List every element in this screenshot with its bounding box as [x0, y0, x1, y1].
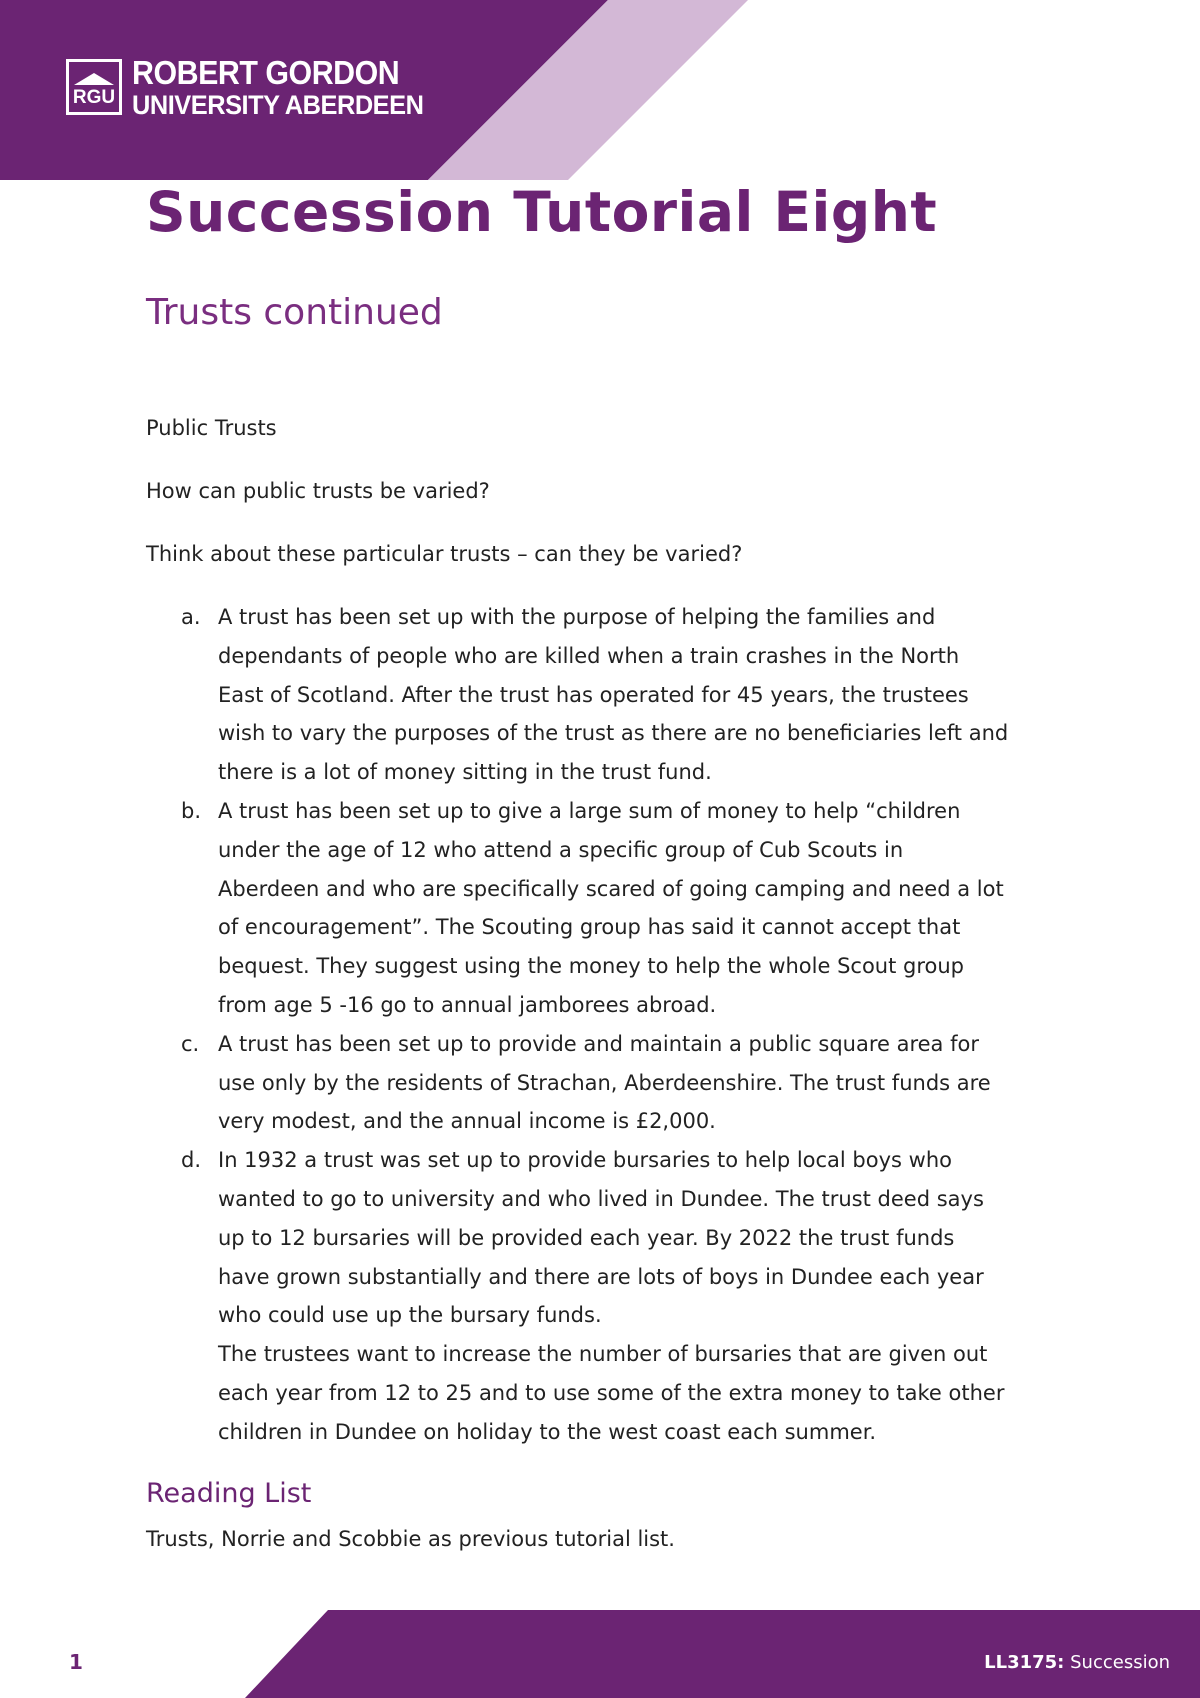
list-item-line: up to 12 bursaries will be provided each year. By 2022 the trust funds: [218, 1225, 955, 1250]
logo-line-2: UNIVERSITY ABERDEEN: [132, 89, 424, 120]
logo-line-1: ROBERT GORDON: [132, 53, 400, 91]
footer-course-label: [984, 1652, 1170, 1673]
list-item: [146, 598, 1076, 792]
course-name: Succession: [1064, 1652, 1170, 1673]
header-banner: [0, 0, 1200, 180]
logo-wordmark: [132, 53, 442, 120]
list-item-line: very modest, and the annual income is £2,000.: [218, 1109, 716, 1134]
trust-scenarios-list: [146, 598, 1076, 1452]
list-item-marker: a.: [181, 605, 201, 629]
document-title: Succession Tutorial Eight: [146, 180, 938, 244]
list-item-marker: c.: [181, 1031, 200, 1056]
university-logo: [66, 53, 442, 120]
list-item-line: of encouragement”. The Scouting group has said it cannot accept that: [218, 915, 961, 940]
list-item-line: bequest. They suggest using the money to help the whole Scout group: [218, 954, 965, 979]
list-item-line: East of Scotland. After the trust has operated for 45 years, the trustees: [218, 682, 969, 707]
instruction-text: Think about these particular trusts – can they be varied?: [146, 542, 743, 566]
section-label: Public Trusts: [146, 416, 277, 440]
reading-list-heading: Reading List: [146, 1478, 312, 1509]
list-item-line: from age 5 -16 go to annual jamborees abroad.: [218, 992, 717, 1017]
list-item-line: wanted to go to university and who lived in Dundee. The trust deed says: [218, 1186, 984, 1211]
list-item-line: there is a lot of money sitting in the trust fund.: [218, 760, 712, 785]
logo-abbreviation: RGU: [72, 87, 116, 108]
list-item-line: The trustees want to increase the number of bursaries that are given out: [218, 1342, 988, 1367]
list-item-line: A trust has been set up to provide and maintain a public square area for: [218, 1031, 979, 1056]
list-item-line: have grown substantially and there are lots of boys in Dundee each year: [218, 1264, 984, 1289]
page-number: 1: [69, 1650, 83, 1674]
list-item-line: A trust has been set up with the purpose of helping the families and: [218, 605, 936, 629]
document-subtitle: Trusts continued: [146, 292, 443, 333]
list-item: [146, 1025, 1076, 1141]
list-item-line: each year from 12 to 25 and to use some of the extra money to take other: [218, 1380, 1005, 1405]
list-item-marker: b.: [181, 798, 202, 823]
course-code: LL3175:: [984, 1652, 1065, 1673]
list-item-line: children in Dundee on holiday to the west coast each summer.: [218, 1419, 877, 1444]
list-item: [146, 1141, 1076, 1451]
list-item-line: under the age of 12 who attend a specific group of Cub Scouts in: [218, 837, 904, 862]
reading-list-text: Trusts, Norrie and Scobbie as previous tutorial list.: [146, 1527, 675, 1551]
rgu-crest-icon: [66, 59, 122, 115]
list-item-line: who could use up the bursary funds.: [218, 1303, 602, 1328]
list-item-line: dependants of people who are killed when a train crashes in the North: [218, 643, 960, 668]
list-item-line: A trust has been set up to give a large sum of money to help “children: [218, 798, 961, 823]
list-item-line: Aberdeen and who are specifically scared of going camping and need a lot: [218, 876, 1004, 901]
question-text: How can public trusts be varied?: [146, 479, 490, 503]
list-item: [146, 792, 1076, 1025]
list-item-marker: d.: [181, 1148, 202, 1173]
list-item-line: In 1932 a trust was set up to provide bursaries to help local boys who: [218, 1148, 952, 1173]
list-item-line: use only by the residents of Strachan, Aberdeenshire. The trust funds are: [218, 1070, 991, 1095]
list-item-line: wish to vary the purposes of the trust as there are no beneficiaries left and: [218, 721, 1009, 746]
